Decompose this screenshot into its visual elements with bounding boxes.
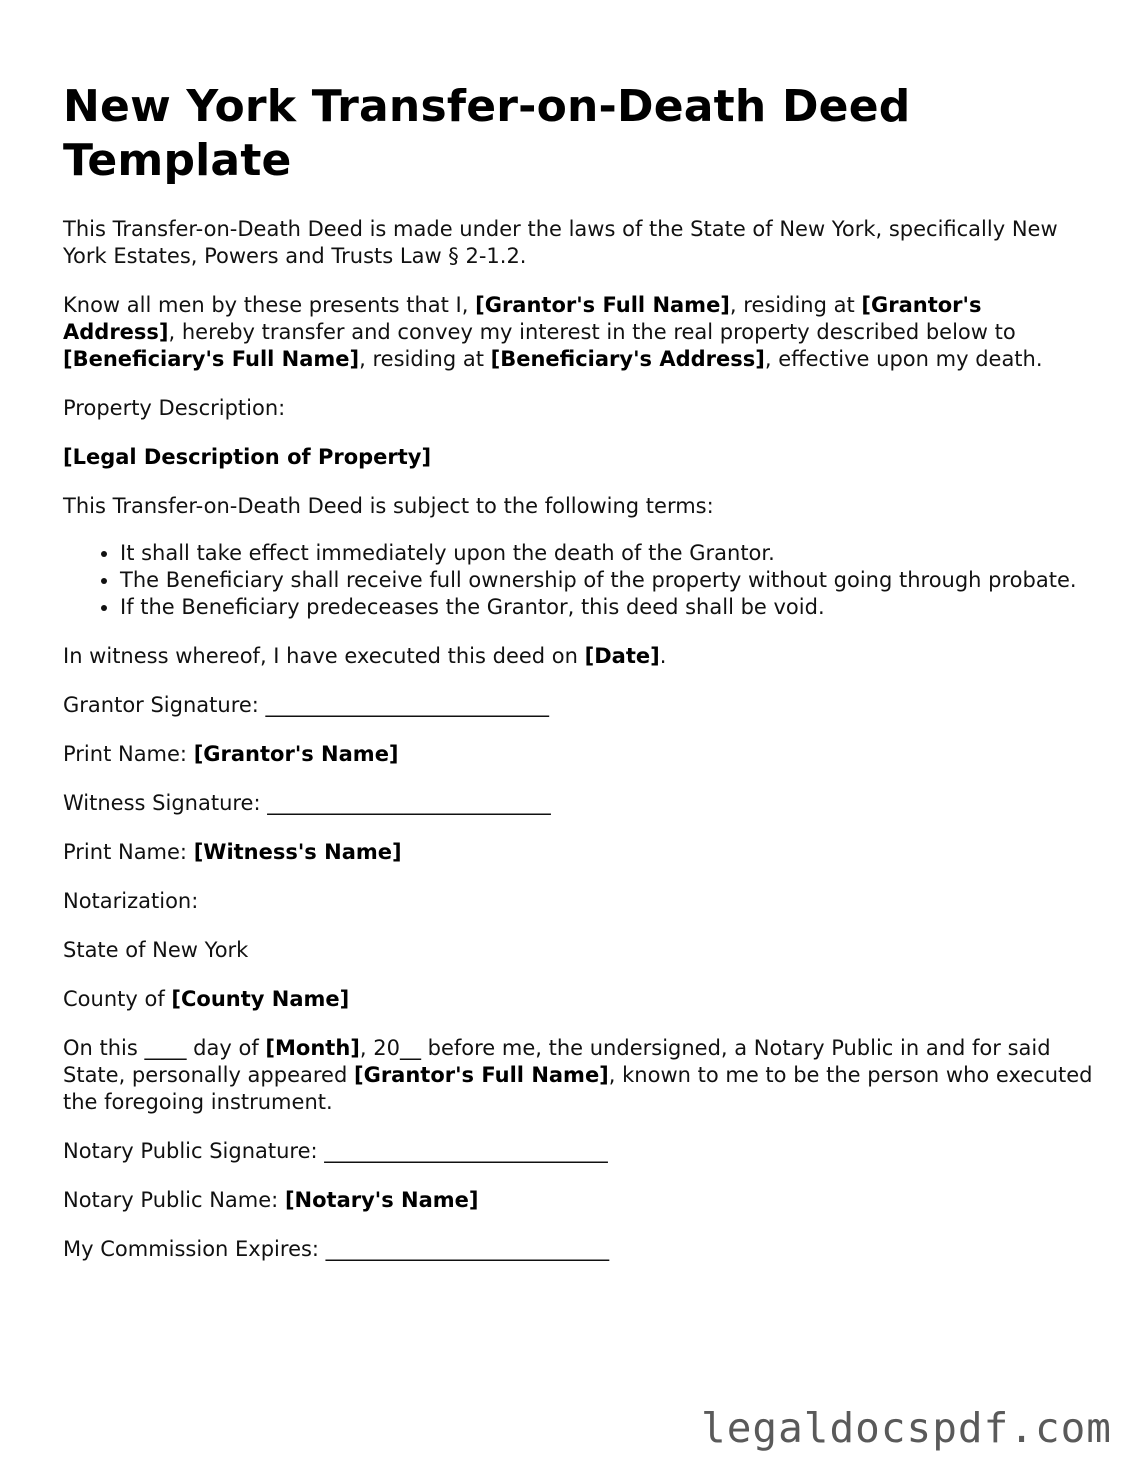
grant-text: , hereby transfer and convey my interest in the real property described below to xyxy=(168,320,1016,344)
ack-text: , known to me to be the person who executed the foregoing instrument. xyxy=(63,1063,1093,1114)
beneficiary-address-placeholder: [Beneficiary's Address] xyxy=(490,347,765,371)
property-description-value: [Legal Description of Property] xyxy=(63,445,432,469)
grantor-address-placeholder: [Grantor's Address] xyxy=(63,293,982,344)
notary-name-label: Notary Public Name: xyxy=(63,1188,285,1212)
witness-clause xyxy=(63,643,1093,670)
notary-state: State of New York xyxy=(63,938,249,962)
notarization-heading: Notarization: xyxy=(63,889,199,913)
witness-clause-text: . xyxy=(659,644,667,668)
grant-text: , effective upon my death. xyxy=(764,347,1043,371)
witness-print-label: Print Name: xyxy=(63,840,194,864)
property-label: Property Description: xyxy=(63,396,286,420)
witness-clause-text: In witness whereof, I have executed this deed on xyxy=(63,644,585,668)
document-page xyxy=(63,80,1093,1285)
grant-text: Know all men by these presents that I, xyxy=(63,293,476,317)
notary-name xyxy=(63,1187,1093,1214)
terms-list-item: • If the Beneficiary predeceases the Grantor, this deed shall be void. xyxy=(120,594,1093,621)
grant-paragraph xyxy=(63,292,1093,373)
terms-list-item: • The Beneficiary shall receive full ownership of the property without going through probate. xyxy=(120,567,1093,594)
notary-name-placeholder: [Notary's Name] xyxy=(284,1188,479,1212)
county-placeholder: [County Name] xyxy=(171,987,350,1011)
county-label: County of xyxy=(63,987,172,1011)
grant-text: , residing at xyxy=(729,293,862,317)
notary-county xyxy=(63,986,1093,1013)
witness-print-placeholder: [Witness's Name] xyxy=(193,840,402,864)
ack-text: , 20__ before me, the undersigned, a Notary Public in and for said State, personally appeared xyxy=(63,1036,1051,1087)
intro-paragraph: This Transfer-on-Death Deed is made under the laws of the State of New York, specifically New York Estates, Powers and Trusts Law § 2-1.2. xyxy=(63,217,1058,268)
property-description-placeholder xyxy=(63,444,1093,471)
grantor-name-placeholder: [Grantor's Full Name] xyxy=(475,293,730,317)
commission-expires-line: My Commission Expires: ___________________________ xyxy=(63,1237,610,1261)
grantor-print-name xyxy=(63,741,1093,768)
page-title: New York Transfer-on-Death Deed Template xyxy=(63,81,911,186)
witness-signature-line: Witness Signature: ___________________________ xyxy=(63,791,551,815)
terms-list xyxy=(63,540,1093,621)
ack-grantor-placeholder: [Grantor's Full Name] xyxy=(353,1063,609,1087)
date-placeholder: [Date] xyxy=(584,644,660,668)
month-placeholder: [Month] xyxy=(265,1036,360,1060)
beneficiary-name-placeholder: [Beneficiary's Full Name] xyxy=(63,347,360,371)
ack-text: On this ____ day of xyxy=(63,1036,266,1060)
grant-text: , residing at xyxy=(359,347,491,371)
grantor-print-label: Print Name: xyxy=(63,742,194,766)
terms-intro: This Transfer-on-Death Deed is subject to the following terms: xyxy=(63,494,714,518)
grantor-print-placeholder: [Grantor's Name] xyxy=(193,742,399,766)
notary-acknowledgment xyxy=(63,1035,1093,1116)
terms-list-item: • It shall take effect immediately upon the death of the Grantor. xyxy=(120,540,1093,567)
witness-print-name xyxy=(63,839,1093,866)
notary-signature-line: Notary Public Signature: ___________________________ xyxy=(63,1139,608,1163)
grantor-signature-line: Grantor Signature: ___________________________ xyxy=(63,693,550,717)
watermark-logo: legaldocspdf.com xyxy=(701,1404,1112,1452)
